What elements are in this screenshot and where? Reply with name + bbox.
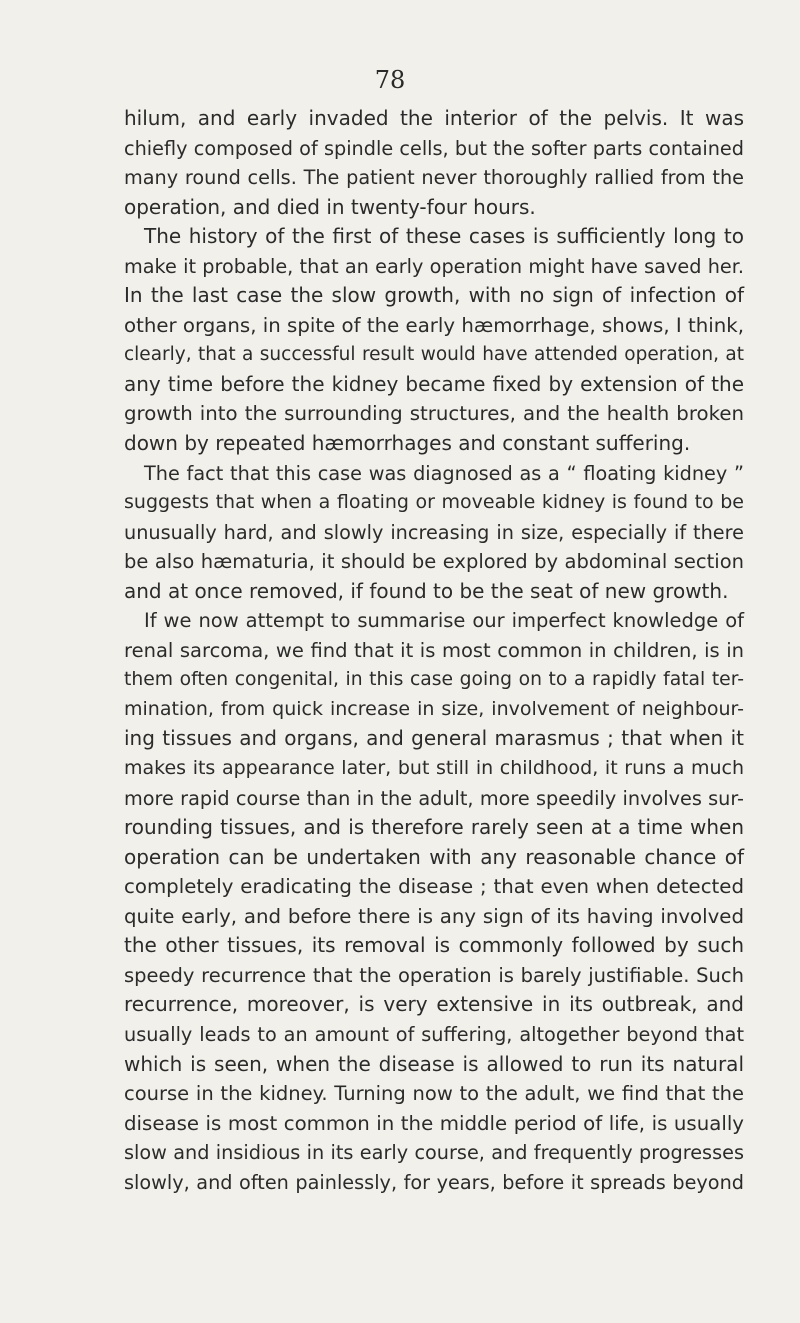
text-line: mination, from quick increase in size, involvement of neighbour- [124,697,744,720]
text-line: slow and insidious in its early course, and frequently progresses [124,1141,744,1165]
text-line: If we now attempt to summarise our imperfect knowledge of [144,609,744,633]
text-line: more rapid course than in the adult, more speedily involves sur- [124,786,744,810]
text-line: In the last case the slow growth, with no sign of infection of [124,283,744,308]
text-line: quite early, and before there is any sign of its having involved [124,904,744,928]
text-line: ing tissues and organs, and general marasmus ; that when it [124,726,744,751]
text-line: hilum, and early invaded the interior of the pelvis. It was [124,106,744,130]
text-line: rounding tissues, and is therefore rarely seen at a time when [124,815,744,840]
text-line: course in the kidney. Turning now to the adult, we find that the [124,1082,744,1106]
text-line: The history of the first of these cases is sufficiently long to [144,224,744,249]
text-line: make it probable, that an early operation might have saved her. [124,254,744,278]
text-line: makes its appearance later, but still in childhood, it runs a much [124,757,744,780]
text-line: renal sarcoma, we find that it is most common in children, is in [124,638,744,662]
text-line: operation can be undertaken with any reasonable chance of [124,844,744,869]
text-line: growth into the surrounding structures, and the health broken [124,402,744,426]
text-line: many round cells. The patient never thoroughly rallied from the [124,166,744,190]
text-line: be also hæmaturia, it should be explored by abdominal section [124,550,744,574]
page-number: 78 [374,66,406,94]
text-line: recurrence, moreover, is very extensive in its outbreak, and [124,992,744,1017]
text-line: unusually hard, and slowly increasing in size, especially if there [124,520,744,544]
text-line: the other tissues, its removal is commonly followed by such [124,933,744,958]
text-line: completely eradicating the disease ; that even when detected [124,875,744,899]
text-line: operation, and died in twenty-four hours. [124,194,536,219]
text-line: disease is most common in the middle period of life, is usually [124,1111,744,1135]
text-line: suggests that when a floating or moveable kidney is found to be [124,491,744,514]
text-line: speedy recurrence that the operation is barely justifiable. Such [124,963,744,987]
text-line: other organs, in spite of the early hæmorrhage, shows, I think, [124,313,744,337]
text-line: usually leads to an amount of suffering, altogether beyond that [124,1022,744,1046]
text-line: down by repeated hæmorrhages and constant suffering. [124,431,691,456]
text-line: chiefly composed of spindle cells, but the softer parts contained [124,136,744,160]
text-line: The fact that this case was diagnosed as a “ floating kidney ” [144,461,744,485]
text-line: any time before the kidney became fixed by extension of the [124,371,744,396]
body-text [124,104,744,1197]
text-line: them often congenital, in this case going on to a rapidly fatal ter- [124,669,744,691]
text-line: clearly, that a successful result would have attended operation, at [124,344,744,366]
text-line: which is seen, when the disease is allowed to run its natural [124,1051,744,1076]
text-line: and at once removed, if found to be the seat of new growth. [124,578,729,603]
text-line: slowly, and often painlessly, for years, before it spreads beyond [124,1170,744,1194]
